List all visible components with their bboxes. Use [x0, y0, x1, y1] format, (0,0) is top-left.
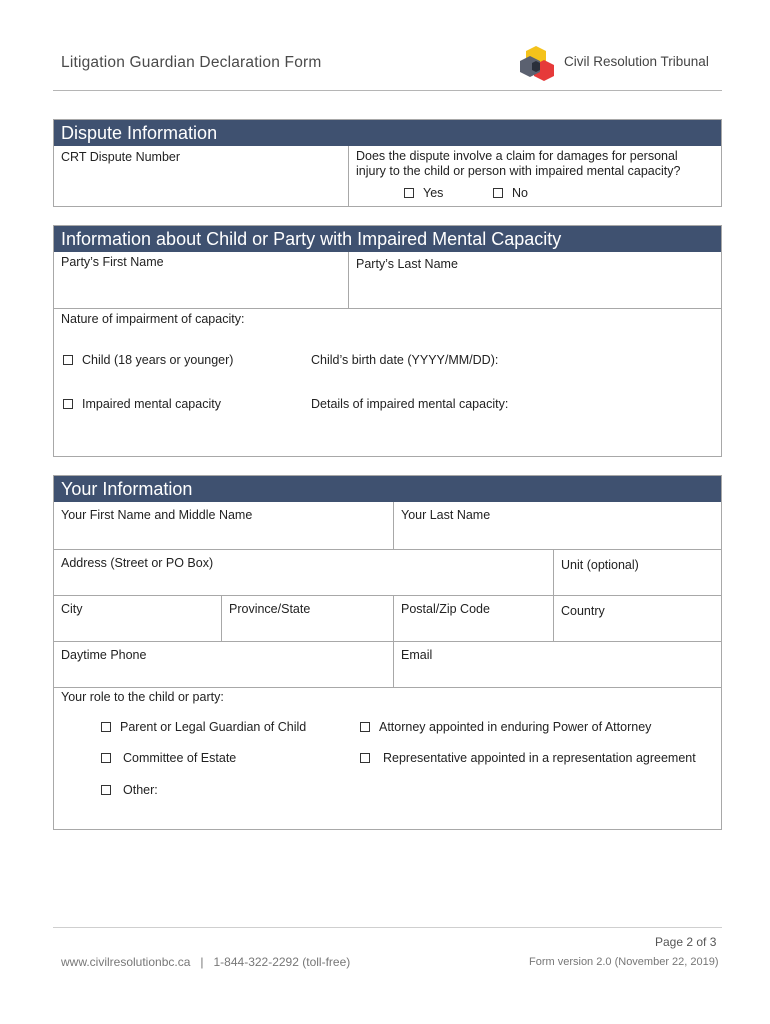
unit-field[interactable]: [553, 549, 721, 596]
impaired-option-label: Impaired mental capacity: [82, 397, 221, 411]
form-version: Form version 2.0 (November 22, 2019): [529, 956, 719, 968]
yes-label: Yes: [423, 186, 444, 200]
no-option[interactable]: [493, 186, 528, 200]
question-line-2: injury to the child or person with impaired mental capacity?: [356, 164, 681, 178]
role-parent-checkbox[interactable]: [101, 722, 111, 732]
footer-divider: [53, 927, 722, 928]
role-label: Your role to the child or party:: [61, 690, 224, 704]
province-field[interactable]: [221, 595, 393, 641]
role-committee-option[interactable]: [101, 751, 236, 765]
no-label: No: [512, 186, 528, 200]
child-checkbox[interactable]: [63, 355, 73, 365]
child-option[interactable]: [63, 353, 233, 367]
party-last-name-label: Party’s Last Name: [356, 257, 458, 271]
dispute-information-heading: Dispute Information: [54, 120, 721, 146]
role-other-checkbox[interactable]: [101, 785, 111, 795]
party-information-section: [53, 225, 722, 457]
your-last-name-label: Your Last Name: [401, 508, 491, 522]
form-title: Litigation Guardian Declaration Form: [61, 54, 322, 71]
party-information-heading: Information about Child or Party with Impaired Mental Capacity: [54, 226, 721, 252]
role-representative-checkbox[interactable]: [360, 753, 370, 763]
child-option-label: Child (18 years or younger): [82, 353, 234, 367]
role-block: [54, 687, 721, 829]
dispute-information-section: [53, 119, 722, 207]
birth-date-label: Child’s birth date (YYYY/MM/DD):: [311, 353, 499, 367]
impaired-checkbox[interactable]: [63, 399, 73, 409]
crt-dispute-number-label: CRT Dispute Number: [61, 150, 181, 164]
daytime-phone-field[interactable]: [54, 641, 393, 687]
party-last-name-field[interactable]: [348, 252, 721, 308]
city-label: City: [61, 602, 83, 616]
no-checkbox[interactable]: [493, 188, 503, 198]
role-committee-label: Committee of Estate: [123, 751, 237, 765]
postal-code-label: Postal/Zip Code: [401, 602, 490, 616]
your-first-name-label: Your First Name and Middle Name: [61, 508, 253, 522]
party-first-name-label: Party’s First Name: [61, 255, 164, 269]
email-field[interactable]: [393, 641, 721, 687]
email-label: Email: [401, 648, 433, 662]
footer-contact: www.civilresolutionbc.ca | 1-844-322-2292 (toll-free): [61, 955, 351, 969]
city-field[interactable]: [54, 595, 221, 641]
your-first-name-field[interactable]: [54, 502, 393, 550]
role-attorney-label: Attorney appointed in enduring Power of Attorney: [379, 720, 652, 734]
role-attorney-checkbox[interactable]: [360, 722, 370, 732]
address-label: Address (Street or PO Box): [61, 556, 214, 570]
party-first-name-field[interactable]: [54, 252, 348, 308]
question-line-1: Does the dispute involve a claim for damages for personal: [356, 149, 678, 163]
country-field[interactable]: [553, 595, 721, 641]
nature-label: Nature of impairment of capacity:: [61, 312, 245, 326]
address-field[interactable]: [54, 549, 553, 596]
postal-code-field[interactable]: [393, 595, 553, 641]
role-other-option[interactable]: [101, 783, 158, 797]
header-divider: [53, 90, 722, 91]
details-label: Details of impaired mental capacity:: [311, 397, 509, 411]
province-label: Province/State: [229, 602, 311, 616]
role-other-label: Other:: [123, 783, 158, 797]
yes-option[interactable]: [404, 186, 443, 200]
crt-logo-icon: [516, 44, 556, 84]
impairment-nature-block: [54, 308, 721, 456]
your-last-name-field[interactable]: [393, 502, 721, 550]
country-label: Country: [561, 604, 605, 618]
role-representative-option[interactable]: [360, 751, 696, 765]
your-information-heading: Your Information: [54, 476, 721, 502]
daytime-phone-label: Daytime Phone: [61, 648, 147, 662]
crt-dispute-number-field[interactable]: [54, 146, 348, 206]
role-committee-checkbox[interactable]: [101, 753, 111, 763]
org-name: Civil Resolution Tribunal: [564, 54, 709, 69]
role-representative-label: Representative appointed in a representation agreement: [383, 751, 696, 765]
yes-checkbox[interactable]: [404, 188, 414, 198]
personal-injury-question: [348, 146, 721, 206]
page-number: Page 2 of 3: [655, 935, 717, 949]
your-information-section: [53, 475, 722, 830]
role-attorney-option[interactable]: [360, 720, 651, 734]
impaired-option[interactable]: [63, 397, 221, 411]
role-parent-label: Parent or Legal Guardian of Child: [120, 720, 307, 734]
role-parent-option[interactable]: [101, 720, 306, 734]
unit-label: Unit (optional): [561, 558, 639, 572]
